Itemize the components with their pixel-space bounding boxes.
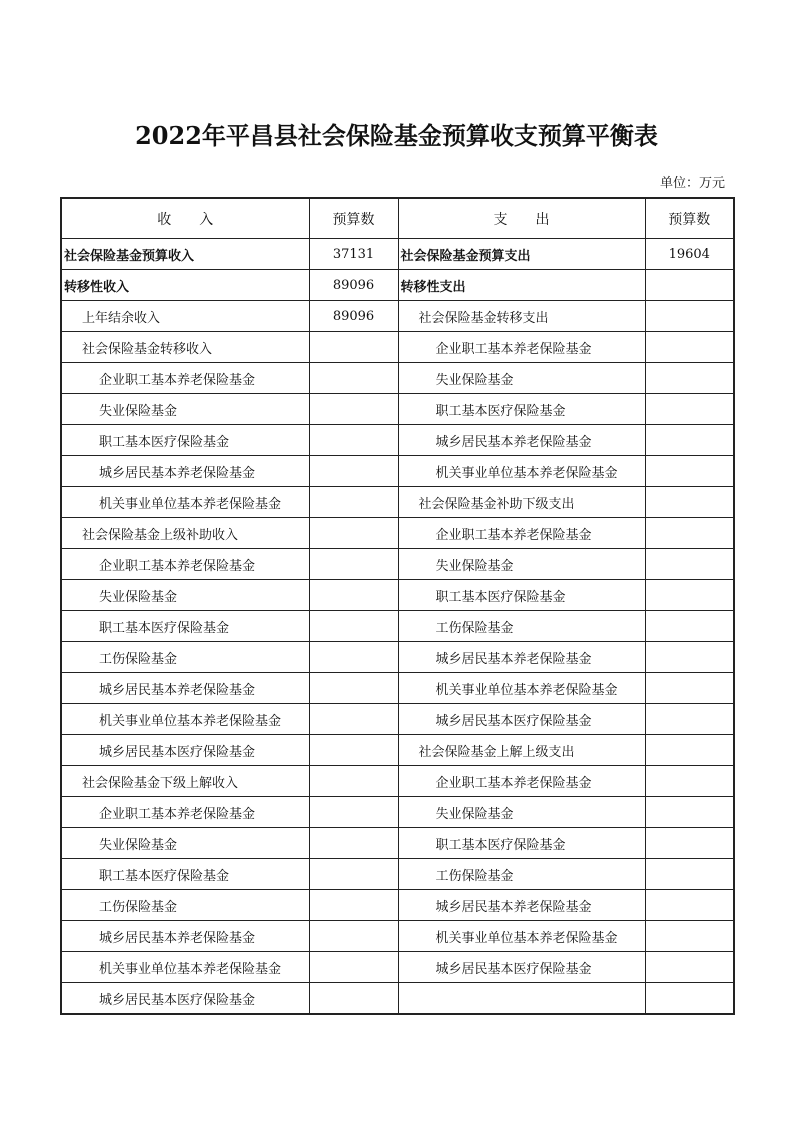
table-row bbox=[61, 611, 734, 642]
expense-cell: 机关事业单位基本养老保险基金 bbox=[398, 456, 645, 487]
expense-cell: 职工基本医疗保险基金 bbox=[398, 394, 645, 425]
income-cell: 失业保险基金 bbox=[61, 394, 309, 425]
expense-cell bbox=[398, 983, 645, 1015]
income-amount-cell bbox=[309, 673, 398, 704]
table-row bbox=[61, 766, 734, 797]
table-row bbox=[61, 580, 734, 611]
expense-amount-cell bbox=[645, 797, 734, 828]
table-row bbox=[61, 704, 734, 735]
income-cell: 城乡居民基本养老保险基金 bbox=[61, 921, 309, 952]
expense-cell: 职工基本医疗保险基金 bbox=[398, 580, 645, 611]
table-row bbox=[61, 487, 734, 518]
expense-cell: 工伤保险基金 bbox=[398, 859, 645, 890]
expense-amount-cell bbox=[645, 611, 734, 642]
expense-cell: 社会保险基金补助下级支出 bbox=[398, 487, 645, 518]
income-cell: 失业保险基金 bbox=[61, 828, 309, 859]
table-row bbox=[61, 642, 734, 673]
table-row bbox=[61, 549, 734, 580]
budget-balance-table bbox=[60, 197, 735, 1015]
income-amount-cell bbox=[309, 983, 398, 1015]
income-cell: 机关事业单位基本养老保险基金 bbox=[61, 952, 309, 983]
income-amount-cell bbox=[309, 766, 398, 797]
header-row bbox=[61, 198, 734, 239]
expense-cell: 城乡居民基本养老保险基金 bbox=[398, 642, 645, 673]
table-row bbox=[61, 797, 734, 828]
table-row bbox=[61, 859, 734, 890]
expense-amount-cell bbox=[645, 518, 734, 549]
header-expense: 支 出 bbox=[398, 198, 645, 239]
expense-cell: 企业职工基本养老保险基金 bbox=[398, 518, 645, 549]
income-amount-cell bbox=[309, 549, 398, 580]
income-amount-cell bbox=[309, 363, 398, 394]
income-amount-cell bbox=[309, 487, 398, 518]
table-row bbox=[61, 983, 734, 1015]
income-amount-cell bbox=[309, 921, 398, 952]
expense-cell: 机关事业单位基本养老保险基金 bbox=[398, 673, 645, 704]
expense-amount-cell bbox=[645, 890, 734, 921]
expense-amount-cell bbox=[645, 549, 734, 580]
income-amount-cell bbox=[309, 456, 398, 487]
income-amount-cell bbox=[309, 332, 398, 363]
income-cell: 工伤保险基金 bbox=[61, 642, 309, 673]
income-cell: 社会保险基金下级上解收入 bbox=[61, 766, 309, 797]
expense-cell: 社会保险基金预算支出 bbox=[398, 239, 645, 270]
expense-cell: 工伤保险基金 bbox=[398, 611, 645, 642]
expense-amount-cell bbox=[645, 921, 734, 952]
table-row bbox=[61, 425, 734, 456]
income-amount-cell bbox=[309, 518, 398, 549]
income-cell: 社会保险基金上级补助收入 bbox=[61, 518, 309, 549]
expense-cell: 机关事业单位基本养老保险基金 bbox=[398, 921, 645, 952]
expense-cell: 企业职工基本养老保险基金 bbox=[398, 766, 645, 797]
expense-cell: 失业保险基金 bbox=[398, 363, 645, 394]
expense-cell: 城乡居民基本养老保险基金 bbox=[398, 425, 645, 456]
expense-amount-cell bbox=[645, 859, 734, 890]
income-cell: 社会保险基金预算收入 bbox=[61, 239, 309, 270]
expense-amount-cell bbox=[645, 580, 734, 611]
income-cell: 企业职工基本养老保险基金 bbox=[61, 549, 309, 580]
table-row bbox=[61, 952, 734, 983]
expense-amount-cell bbox=[645, 735, 734, 766]
income-cell: 转移性收入 bbox=[61, 270, 309, 301]
table-row bbox=[61, 518, 734, 549]
income-cell: 企业职工基本养老保险基金 bbox=[61, 797, 309, 828]
table-row bbox=[61, 456, 734, 487]
table-row bbox=[61, 332, 734, 363]
expense-cell: 企业职工基本养老保险基金 bbox=[398, 332, 645, 363]
expense-cell: 社会保险基金转移支出 bbox=[398, 301, 645, 332]
table-row bbox=[61, 673, 734, 704]
table-row bbox=[61, 828, 734, 859]
expense-cell: 城乡居民基本医疗保险基金 bbox=[398, 952, 645, 983]
income-cell: 城乡居民基本养老保险基金 bbox=[61, 673, 309, 704]
header-expense-amount: 预算数 bbox=[645, 198, 734, 239]
table-row bbox=[61, 890, 734, 921]
unit-label: 单位：万元 bbox=[659, 176, 725, 191]
expense-amount-cell bbox=[645, 394, 734, 425]
income-cell: 机关事业单位基本养老保险基金 bbox=[61, 487, 309, 518]
expense-amount-cell bbox=[645, 456, 734, 487]
table-row bbox=[61, 363, 734, 394]
income-amount-cell bbox=[309, 859, 398, 890]
income-cell: 城乡居民基本医疗保险基金 bbox=[61, 983, 309, 1015]
expense-amount-cell bbox=[645, 952, 734, 983]
income-cell: 机关事业单位基本养老保险基金 bbox=[61, 704, 309, 735]
income-amount-cell bbox=[309, 828, 398, 859]
expense-amount-cell bbox=[645, 673, 734, 704]
income-cell: 职工基本医疗保险基金 bbox=[61, 859, 309, 890]
expense-cell: 职工基本医疗保险基金 bbox=[398, 828, 645, 859]
income-amount-cell bbox=[309, 611, 398, 642]
income-cell: 城乡居民基本医疗保险基金 bbox=[61, 735, 309, 766]
table-row bbox=[61, 921, 734, 952]
income-amount-cell bbox=[309, 394, 398, 425]
income-amount-cell bbox=[309, 797, 398, 828]
header-income-amount: 预算数 bbox=[309, 198, 398, 239]
income-amount-cell bbox=[309, 704, 398, 735]
income-amount-cell bbox=[309, 580, 398, 611]
income-amount-cell bbox=[309, 642, 398, 673]
table-row bbox=[61, 394, 734, 425]
income-cell: 企业职工基本养老保险基金 bbox=[61, 363, 309, 394]
expense-amount-cell bbox=[645, 642, 734, 673]
expense-amount-cell bbox=[645, 270, 734, 301]
expense-cell: 失业保险基金 bbox=[398, 549, 645, 580]
expense-amount-cell bbox=[645, 983, 734, 1015]
income-cell: 职工基本医疗保险基金 bbox=[61, 425, 309, 456]
expense-amount-cell bbox=[645, 704, 734, 735]
income-cell: 上年结余收入 bbox=[61, 301, 309, 332]
income-cell: 职工基本医疗保险基金 bbox=[61, 611, 309, 642]
expense-cell: 城乡居民基本养老保险基金 bbox=[398, 890, 645, 921]
table-row bbox=[61, 270, 734, 301]
expense-cell: 城乡居民基本医疗保险基金 bbox=[398, 704, 645, 735]
page-title: 2022年平昌县社会保险基金预算收支预算平衡表 bbox=[135, 121, 658, 150]
table-row bbox=[61, 301, 734, 332]
expense-amount-cell bbox=[645, 425, 734, 456]
income-amount-cell bbox=[309, 890, 398, 921]
expense-amount-cell: 19604 bbox=[645, 239, 734, 270]
expense-amount-cell bbox=[645, 332, 734, 363]
table-row bbox=[61, 239, 734, 270]
income-cell: 工伤保险基金 bbox=[61, 890, 309, 921]
expense-amount-cell bbox=[645, 301, 734, 332]
income-amount-cell bbox=[309, 425, 398, 456]
expense-amount-cell bbox=[645, 828, 734, 859]
income-cell: 失业保险基金 bbox=[61, 580, 309, 611]
expense-amount-cell bbox=[645, 487, 734, 518]
income-amount-cell bbox=[309, 735, 398, 766]
expense-cell: 社会保险基金上解上级支出 bbox=[398, 735, 645, 766]
income-amount-cell: 89096 bbox=[309, 270, 398, 301]
expense-amount-cell bbox=[645, 363, 734, 394]
income-amount-cell: 89096 bbox=[309, 301, 398, 332]
income-cell: 社会保险基金转移收入 bbox=[61, 332, 309, 363]
expense-cell: 失业保险基金 bbox=[398, 797, 645, 828]
expense-cell: 转移性支出 bbox=[398, 270, 645, 301]
income-cell: 城乡居民基本养老保险基金 bbox=[61, 456, 309, 487]
income-amount-cell bbox=[309, 952, 398, 983]
income-amount-cell: 37131 bbox=[309, 239, 398, 270]
header-income: 收 入 bbox=[61, 198, 309, 239]
table-row bbox=[61, 735, 734, 766]
expense-amount-cell bbox=[645, 766, 734, 797]
